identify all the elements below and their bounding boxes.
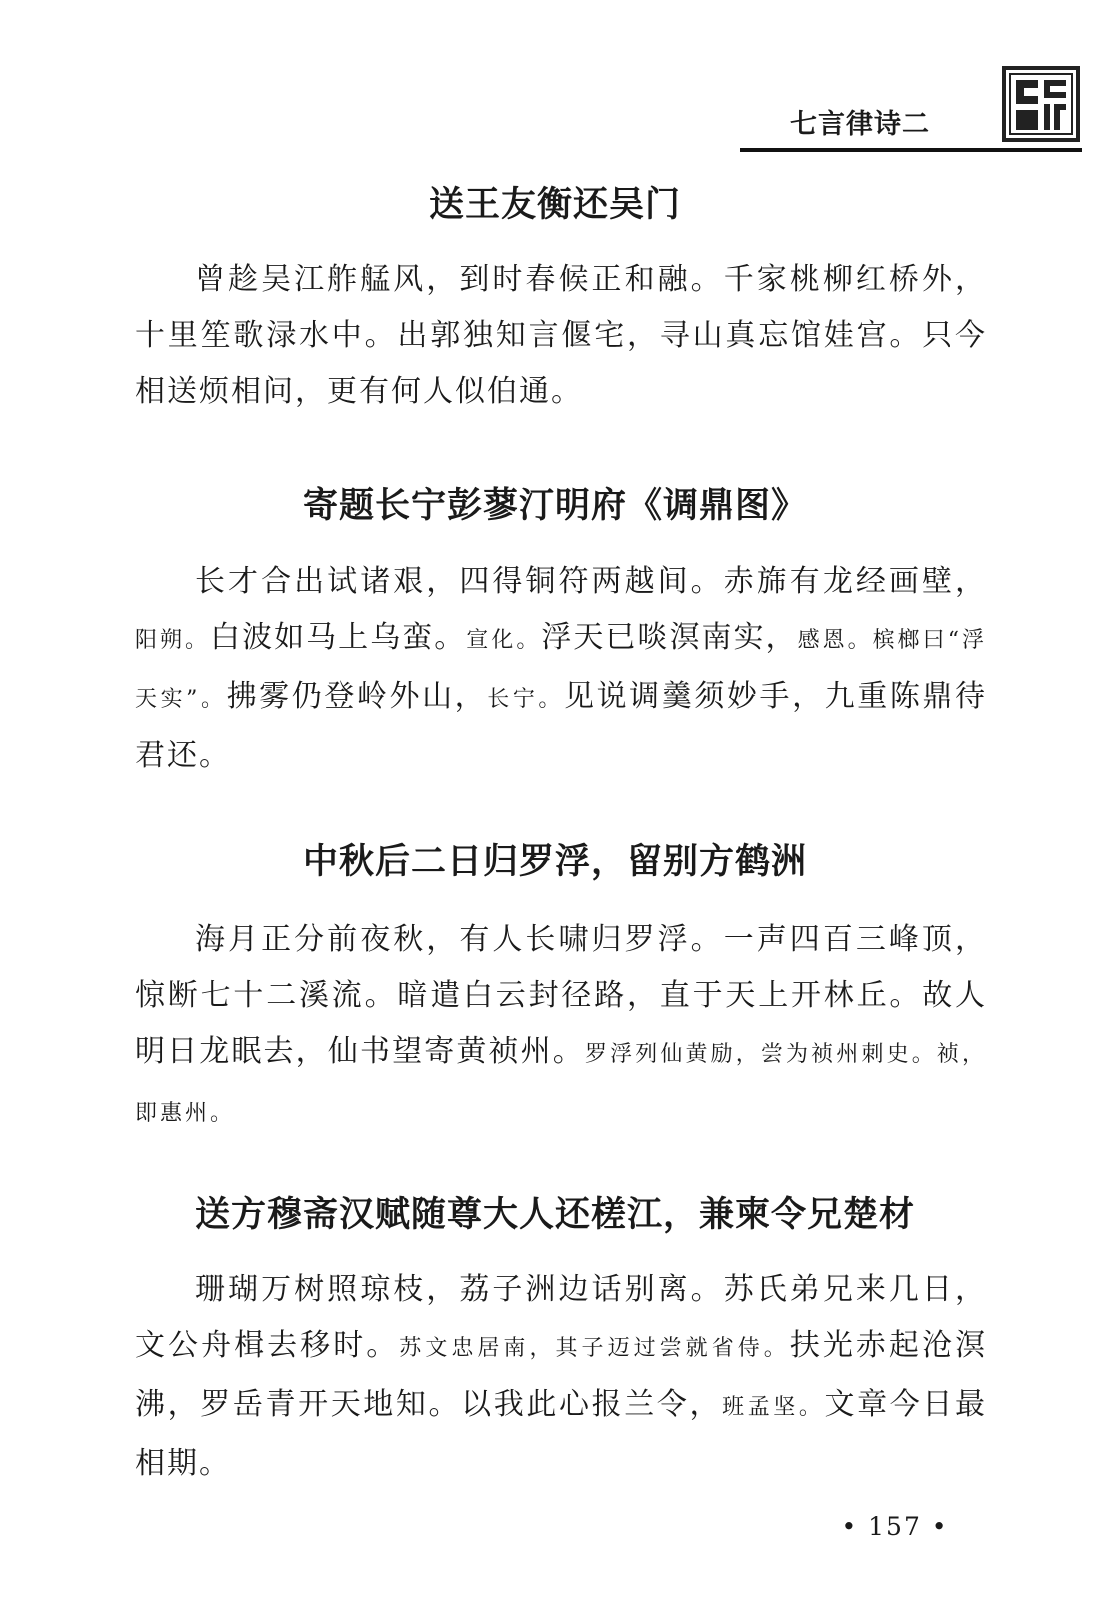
- poem-title: 中秋后二日归罗浮，留别方鹤洲: [302, 841, 807, 882]
- poem-text: 文章今日最相期。: [135, 1387, 988, 1481]
- poem-text: 曾趁吴江舴艋风，到时春候正和融。千家桃柳红桥外，十里笙歌渌水中。出郭独知言偃宅，寻山真忘馆娃宫。只今相送烦相问，更有何人似伯通。: [135, 262, 987, 409]
- annotation: 宣化。: [466, 628, 542, 653]
- poem-text: 拂雾仍登岭外山，: [226, 679, 488, 714]
- poem-body: [135, 1262, 987, 1492]
- seal-stamp-icon: [1002, 66, 1080, 142]
- poem-title: 送王友衡还吴门: [428, 184, 681, 225]
- poem-body: [135, 912, 987, 1142]
- poem-text: 扶光赤起沧溟沸，罗岳青开天地知。以我此心报兰令，: [135, 1328, 987, 1422]
- header-rule: [740, 148, 1082, 152]
- page-number: • 157 •: [841, 1512, 949, 1541]
- poem-body: [135, 554, 987, 784]
- poem-text: 长才合出试诸艰，四得铜符两越间。赤旆有龙经画壁，: [195, 564, 987, 599]
- annotation: 班孟坚。: [722, 1395, 825, 1420]
- poem-title: 寄题长宁彭蓼汀明府《调鼎图》: [302, 485, 807, 526]
- annotation: 阳朔。: [135, 628, 211, 653]
- poem-title: 送方穆斋汉赋随尊大人还槎江，兼柬令兄楚材: [194, 1194, 915, 1235]
- annotation: 长宁。: [487, 687, 565, 712]
- poem-body: [135, 252, 987, 420]
- poem-text: 见说调羹须妙手，九重陈鼎待君还。: [135, 679, 988, 773]
- poem-text: 浮天已啖溟南实，: [541, 620, 798, 655]
- annotation: 罗浮列仙黄励，尝为祯州刺史。祯，即惠州。: [135, 1042, 987, 1126]
- section-header: 七言律诗二: [790, 109, 930, 140]
- poem-text: 白波如马上乌蛮。: [210, 620, 467, 655]
- annotation: 苏文忠居南，其子迈过尝就省侍。: [399, 1336, 790, 1361]
- poem-text: 珊瑚万树照琼枝，荔子洲边话别离。苏氏弟兄来几日，文公舟楫去移时。: [135, 1272, 987, 1363]
- poem-text: 海月正分前夜秋，有人长啸归罗浮。一声四百三峰顶，惊断七十二溪流。暗遣白云封径路，直于天上开林丘。故人明日龙眠去，仙书望寄黄祯州。: [135, 922, 987, 1069]
- annotation: 感恩。槟榔曰“浮天实”。: [135, 628, 987, 712]
